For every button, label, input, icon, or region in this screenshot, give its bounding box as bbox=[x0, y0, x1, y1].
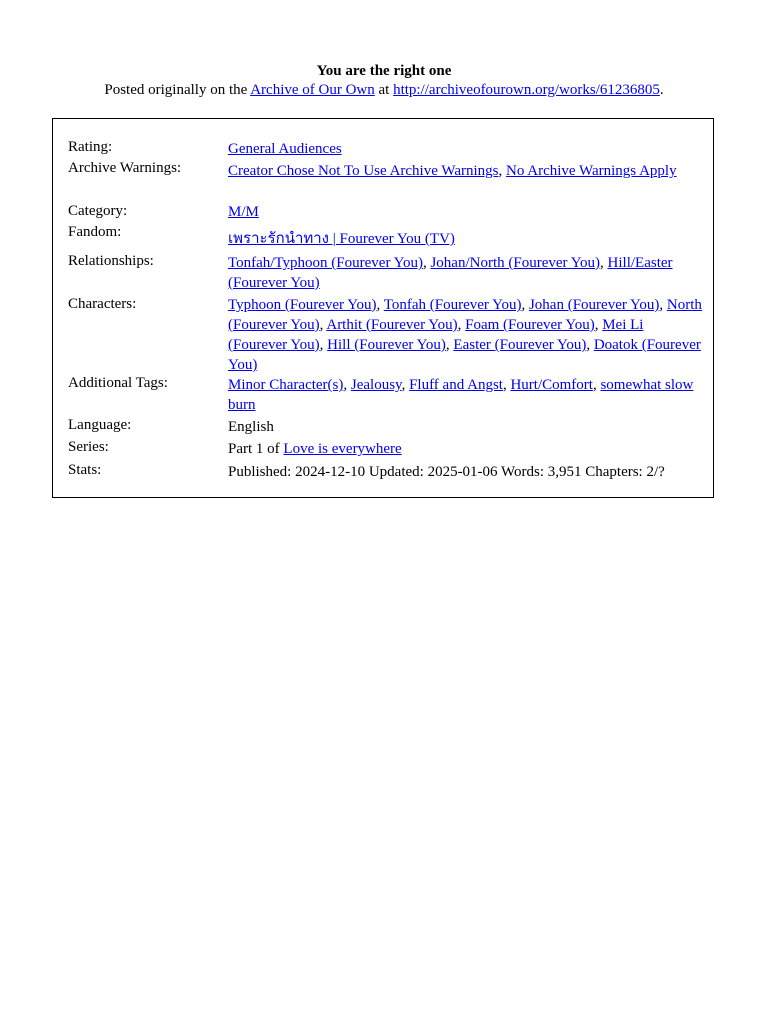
category-value bbox=[228, 202, 703, 222]
character-tag[interactable]: Johan (Fourever You) bbox=[528, 297, 660, 313]
work-header bbox=[0, 62, 768, 100]
character-tag[interactable]: Easter (Fourever You) bbox=[453, 337, 587, 353]
work-url-link[interactable]: http://archiveofourown.org/works/61236805 bbox=[393, 82, 660, 98]
freeform-tag[interactable]: Minor Character(s) bbox=[228, 377, 344, 393]
freeform-tag[interactable]: somewhat slow burn bbox=[228, 377, 694, 413]
archive-link[interactable]: Archive of Our Own bbox=[250, 82, 375, 98]
character-tag[interactable]: Doatok (Fourever You) bbox=[228, 337, 701, 373]
character-tag[interactable]: North (Fourever You) bbox=[228, 297, 702, 333]
rating-label: Rating: bbox=[68, 139, 113, 155]
warning-tag[interactable]: Creator Chose Not To Use Archive Warnings bbox=[228, 163, 499, 179]
character-tag[interactable]: Arthit (Fourever You) bbox=[326, 317, 458, 333]
rating-value bbox=[228, 139, 703, 159]
freeform-tag[interactable]: Fluff and Angst bbox=[409, 377, 503, 393]
stats-value: Published: 2024-12-10 Updated: 2025-01-06 Words: 3,951 Chapters: 2/? bbox=[228, 464, 665, 480]
work-metadata-box bbox=[52, 118, 714, 498]
characters-label: Characters: bbox=[68, 296, 137, 312]
freeform-tag[interactable]: Hurt/Comfort bbox=[510, 377, 593, 393]
language-label: Language: bbox=[68, 417, 132, 433]
fandom-label: Fandom: bbox=[68, 224, 122, 240]
relationships-value: Tonfah/Typhoon (Fourever You), Johan/North (Fourever You), Hill/Easter (Fourever You) bbox=[228, 255, 673, 291]
at-text: at bbox=[374, 82, 394, 98]
rating-link[interactable]: General Audiences bbox=[228, 141, 342, 157]
category-label: Category: bbox=[68, 203, 128, 219]
posted-prefix: Posted originally on the bbox=[104, 82, 251, 98]
warnings-label: Archive Warnings: bbox=[68, 160, 182, 176]
character-tag[interactable]: Typhoon (Fourever You) bbox=[228, 297, 377, 313]
series-value bbox=[228, 439, 703, 459]
relationship-tag[interactable]: Hill/Easter (Fourever You) bbox=[228, 255, 673, 291]
character-tag[interactable]: Foam (Fourever You) bbox=[465, 317, 595, 333]
language-value: English bbox=[228, 419, 274, 435]
warning-tag[interactable]: No Archive Warnings Apply bbox=[505, 163, 677, 179]
tags-value: Minor Character(s), Jealousy, Fluff and Angst, Hurt/Comfort, somewhat slow burn bbox=[228, 377, 694, 413]
period: . bbox=[659, 82, 664, 98]
tags-label: Additional Tags: bbox=[68, 375, 168, 391]
relationship-tag[interactable]: Johan/North (Fourever You) bbox=[430, 255, 601, 271]
characters-value: Typhoon (Fourever You), Tonfah (Fourever You), Johan (Fourever You), North (Fourever You), Arthit (Fourever You), Foam (Fourever You), Mei Li (Fourever You), Hill (Fourever You), Easter (Fourever You), Doatok (Fourever You) bbox=[228, 297, 702, 373]
work-title: You are the right one bbox=[316, 63, 452, 79]
category-link[interactable]: M/M bbox=[228, 204, 259, 220]
character-tag[interactable]: Mei Li (Fourever You) bbox=[228, 317, 644, 353]
series-link[interactable]: Love is everywhere bbox=[283, 441, 402, 457]
fandom-link[interactable]: เพราะรักนำทาง | Fourever You (TV) bbox=[228, 231, 455, 247]
series-prefix: Part 1 of bbox=[228, 441, 284, 457]
freeform-tag[interactable]: Jealousy bbox=[350, 377, 402, 393]
character-tag[interactable]: Tonfah (Fourever You) bbox=[383, 297, 522, 313]
warnings-value: Creator Chose Not To Use Archive Warnings, No Archive Warnings Apply bbox=[228, 163, 677, 179]
character-tag[interactable]: Hill (Fourever You) bbox=[327, 337, 446, 353]
relationship-tag[interactable]: Tonfah/Typhoon (Fourever You) bbox=[228, 255, 423, 271]
posted-line bbox=[0, 81, 768, 100]
stats-label: Stats: bbox=[68, 462, 102, 478]
fandom-value bbox=[228, 229, 703, 249]
relationships-label: Relationships: bbox=[68, 253, 154, 269]
series-label: Series: bbox=[68, 439, 109, 455]
